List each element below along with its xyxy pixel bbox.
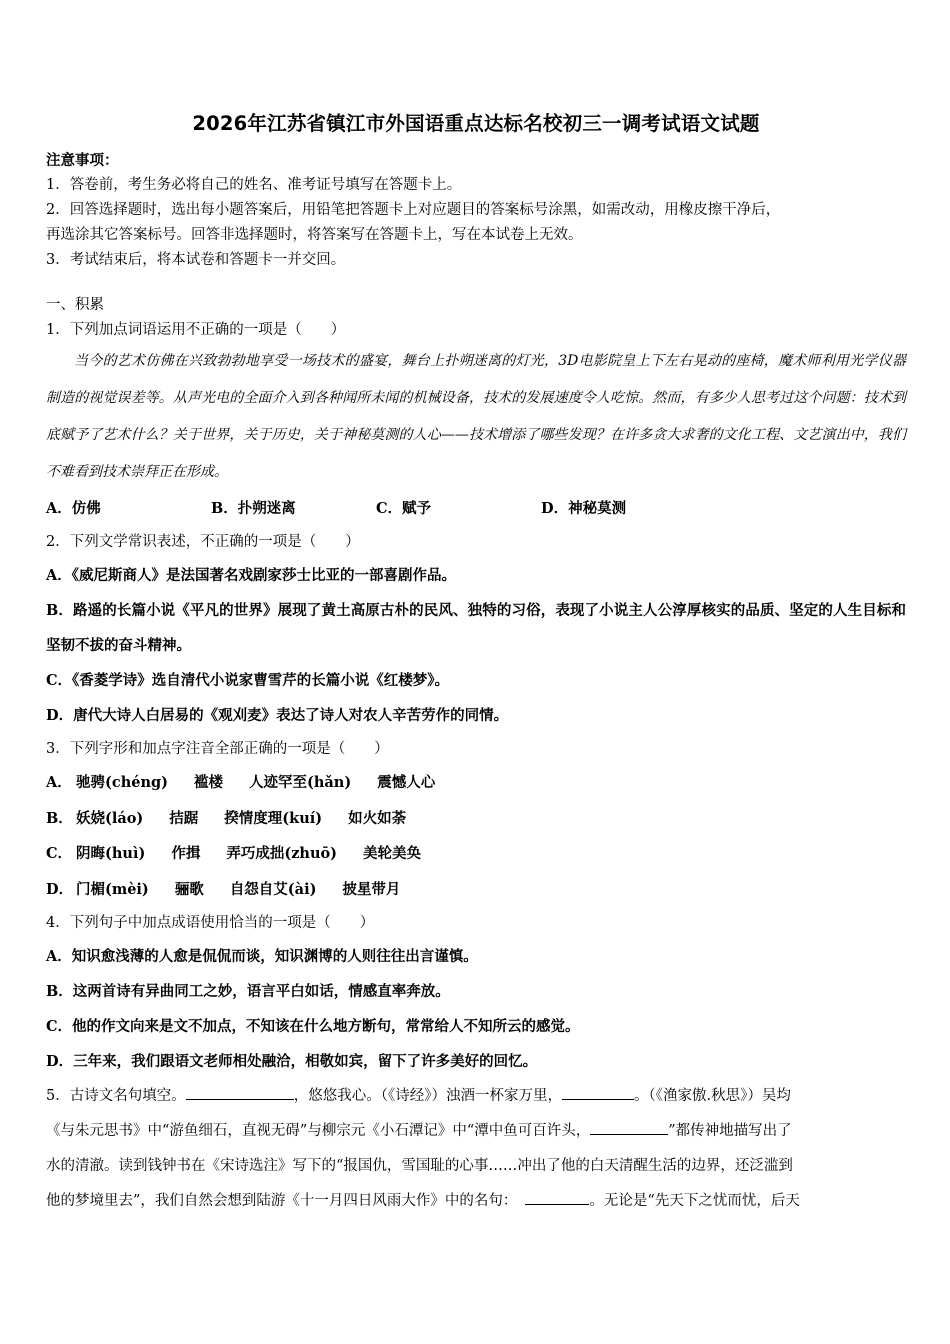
- exam-page: [46, 108, 906, 1219]
- answer-blank-4[interactable]: [525, 1189, 589, 1205]
- option-a[interactable]: A．《威尼斯商人》是法国著名戏剧家莎士比亚的一部喜剧作品。: [46, 567, 456, 584]
- answer-blank-2[interactable]: [562, 1084, 634, 1100]
- word: 褴楼: [194, 774, 223, 791]
- option-d[interactable]: D．神秘莫测: [541, 500, 627, 517]
- option-row: [46, 491, 906, 526]
- q5-text: 。无论是“先天下之忧而忧，后天: [589, 1193, 800, 1209]
- question-stem: 1．下列加点词语运用不正确的一项是（ ）: [46, 322, 346, 338]
- q5-text: ，悠悠我心。（《诗经》）浊酒一杯家万里，: [293, 1088, 562, 1104]
- option-a[interactable]: A．仿佛: [46, 500, 101, 517]
- option-b[interactable]: B．这两首诗有异曲同工之妙，语言平白如话，情感直率奔放。: [46, 983, 450, 1000]
- question-stem: 2．下列文学常识表述，不正确的一项是（ ）: [46, 534, 360, 550]
- notice-item: 3．考试结束后，将本试卷和答题卡一并交回。: [46, 252, 346, 268]
- option-label: A．: [46, 774, 72, 791]
- option-b[interactable]: [46, 801, 906, 837]
- notice-section: [46, 148, 906, 273]
- notice-item: 2．回答选择题时，选出每小题答案后，用铅笔把答题卡上对应题目的答案标号涂黑，如需改动，用橡皮擦干净后，: [46, 202, 781, 218]
- word: 震憾人心: [377, 774, 436, 791]
- question-1: [46, 318, 906, 526]
- q5-text: 《与朱元思书》中“游鱼细石，直视无碍”与柳宗元《小石潭记》中“潭中鱼可百许头，: [46, 1123, 591, 1139]
- question-2: [46, 526, 906, 733]
- word: 骊歌: [174, 880, 204, 898]
- option-label: C．: [46, 845, 73, 862]
- q5-text: 他的梦境里去”，我们自然会想到陆游《十一月四日风雨大作》中的名句：: [46, 1193, 518, 1209]
- word: 如火如荼: [348, 809, 407, 827]
- page-title: 2026年江苏省镇江市外国语重点达标名校初三一调考试语文试题: [192, 112, 760, 135]
- word: 人迹罕至(hǎn): [249, 774, 352, 791]
- question-3: [46, 733, 906, 907]
- word: 美轮美奂: [363, 845, 422, 862]
- option-c[interactable]: C．他的作文向来是文不加点，不知该在什么地方断句，常常给人不知所云的感觉。: [46, 1018, 580, 1035]
- option-b[interactable]: B．扑朔迷离: [211, 500, 296, 517]
- word: 弄巧成拙(zhuō): [226, 845, 338, 862]
- word: 妖娆(láo): [76, 809, 144, 827]
- option-a[interactable]: A．知识愈浅薄的人愈是侃侃而谈，知识渊博的人则往往出言谨慎。: [46, 948, 478, 965]
- word: 门楣(mèi): [76, 880, 149, 898]
- answer-blank-1[interactable]: [186, 1084, 294, 1100]
- option-label: D．: [46, 880, 74, 898]
- q5-text: 。（《渔家傲.秋思》）吴均: [633, 1088, 791, 1104]
- section-heading: 一、积累: [46, 297, 104, 313]
- question-stem: 4．下列句子中加点成语使用恰当的一项是（ ）: [46, 915, 375, 931]
- word: 揆情度理(kuí): [224, 809, 323, 827]
- word: 自怨自艾(ài): [229, 880, 317, 898]
- word: 驰骋(chéng): [76, 774, 168, 791]
- question-4: [46, 907, 906, 1079]
- option-b[interactable]: B．路遥的长篇小说《平凡的世界》展现了黄土高原古朴的民风、独特的习俗，表现了小说主人公淳厚核实的品质、坚定的人生目标和坚韧不拔的奋斗精神。: [46, 602, 906, 654]
- option-label: B．: [46, 809, 73, 827]
- option-d[interactable]: D．唐代大诗人白居易的《观刈麦》表达了诗人对农人辛苦劳作的同情。: [46, 707, 509, 724]
- question-5: [46, 1079, 906, 1219]
- q5-line: [46, 1184, 906, 1219]
- q5-text: 5．古诗文名句填空。: [46, 1088, 186, 1104]
- word: 作揖: [171, 845, 201, 862]
- option-c[interactable]: C．赋予: [376, 500, 432, 517]
- option-d[interactable]: D．三年来，我们跟语文老师相处融洽，相敬如宾，留下了许多美好的回忆。: [46, 1053, 538, 1070]
- q5-line: [46, 1079, 906, 1114]
- option-c[interactable]: [46, 836, 906, 872]
- word: 阴晦(huì): [76, 845, 146, 862]
- q5-text: ”都传神地描写出了: [668, 1123, 792, 1139]
- q5-line: [46, 1114, 906, 1149]
- answer-blank-3[interactable]: [590, 1119, 668, 1135]
- option-a[interactable]: [46, 765, 906, 801]
- word: 披星带月: [342, 880, 401, 898]
- word: 拮踞: [169, 809, 199, 827]
- notice-heading: 注意事项：: [46, 152, 119, 169]
- question-stem: 3．下列字形和加点字注音全部正确的一项是（ ）: [46, 741, 389, 757]
- notice-item: 1．答卷前，考生务必将自己的姓名、准考证号填写在答题卡上。: [46, 177, 462, 193]
- reading-passage: 当今的艺术仿佛在兴致勃勃地享受一场技术的盛宴，舞台上扑朔迷离的灯光，3D电影院皇上下左右晃动的座椅，魔术师利用光学仪器制造的视觉误差等。从声光电的全面介入到各种闻所未闻的机械设备，技术的发展速度令人吃惊。然而，有多少人思考过这个问题：技术到底赋予了艺术什么？关于世界，关于历史，关于神秘莫测的人心——技术增添了哪些发现？在许多贪大求奢的文化工程、文艺演出中，我们不难看到技术崇拜正在形成。: [46, 353, 906, 480]
- option-d[interactable]: [46, 872, 906, 908]
- option-c[interactable]: C．《香菱学诗》选自清代小说家曹雪芹的长篇小说《红楼梦》。: [46, 672, 450, 689]
- q5-line: 水的清澈。读到钱钟书在《宋诗选注》写下的“报国仇，雪国耻的心事……冲出了他的白天清醒生活的边界，还泛滥到: [46, 1158, 793, 1174]
- notice-item: 再选涂其它答案标号。回答非选择题时，将答案写在答题卡上，写在本试卷上无效。: [46, 227, 583, 243]
